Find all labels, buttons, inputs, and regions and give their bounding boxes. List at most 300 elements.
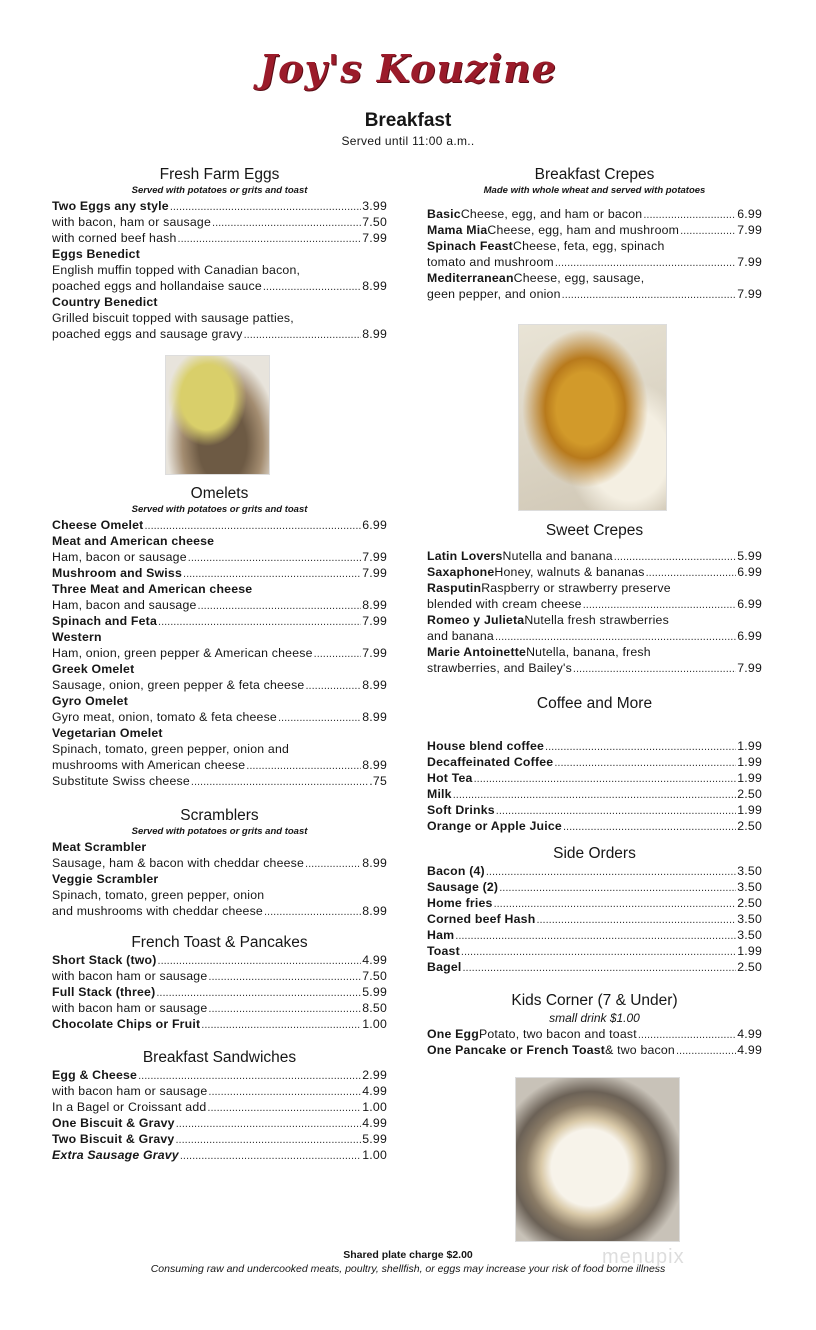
- dot-leader: [144, 517, 361, 533]
- dot-leader: [180, 1147, 361, 1163]
- dot-leader: [314, 645, 362, 661]
- item-description: Gyro meat, onion, tomato & feta cheese: [52, 710, 277, 724]
- menu-line: [52, 629, 387, 645]
- menu-line: [52, 661, 387, 677]
- item-name: Soft Drinks: [427, 803, 495, 817]
- dot-leader: [646, 564, 737, 580]
- item-name: Romeo y Julieta: [427, 613, 525, 627]
- item-name: One Biscuit & Gravy: [52, 1116, 175, 1130]
- item-price: 7.50: [362, 215, 387, 229]
- menu-line: [52, 968, 387, 984]
- menu-line: [427, 548, 762, 564]
- item-description: Spinach, tomato, green pepper, onion and: [52, 742, 290, 756]
- item-description: Nutella and banana: [502, 549, 613, 563]
- item-price: 8.99: [362, 710, 387, 724]
- dot-leader: [305, 855, 361, 871]
- item-description: English muffin topped with Canadian bacon,: [52, 263, 301, 277]
- section-subtitle: Served with potatoes or grits and toast: [131, 185, 308, 196]
- dot-leader: [496, 802, 736, 818]
- item-description: Cheese, egg, ham and mushroom: [487, 223, 680, 237]
- section-scramblers: [52, 807, 387, 919]
- item-price: 2.50: [737, 960, 762, 974]
- menu-line: [427, 580, 762, 596]
- menu-line: [427, 911, 762, 927]
- dot-leader: [474, 770, 737, 786]
- item-list: [427, 206, 762, 302]
- item-description: poached eggs and hollandaise sauce: [52, 279, 262, 293]
- item-price: 8.50: [362, 1001, 387, 1015]
- menu-line: [427, 596, 762, 612]
- dot-leader: [264, 903, 361, 919]
- menu-line: [427, 959, 762, 975]
- dot-leader: [176, 1115, 362, 1131]
- item-description: Ham, onion, green pepper & American cheese: [52, 646, 313, 660]
- section-sweet-crepes: [427, 522, 762, 676]
- dot-leader: [555, 254, 736, 270]
- item-list: [52, 198, 387, 342]
- menu-line: [52, 326, 387, 342]
- item-price: 3.50: [737, 928, 762, 942]
- menu-line: [52, 1000, 387, 1016]
- item-price: 7.99: [362, 614, 387, 628]
- section-heading: Sweet Crepes: [545, 522, 644, 539]
- item-name: Three Meat and American cheese: [52, 582, 253, 596]
- section-heading: Scramblers: [180, 807, 259, 824]
- menu-line: [427, 222, 762, 238]
- item-price: 4.99: [362, 1116, 387, 1130]
- item-description: Nutella fresh strawberries: [524, 613, 669, 627]
- dot-leader: [201, 1016, 361, 1032]
- menu-line: [52, 1147, 387, 1163]
- menu-line: [52, 952, 387, 968]
- menu-line: [427, 206, 762, 222]
- menu-line: [52, 310, 387, 326]
- item-name: Meat and American cheese: [52, 534, 215, 548]
- item-price: 1.99: [737, 803, 762, 817]
- item-description: Sausage, onion, green pepper & feta cheese: [52, 678, 305, 692]
- menu-line: [52, 871, 387, 887]
- omelet-photo: [165, 355, 270, 475]
- item-name: Bacon (4): [427, 864, 485, 878]
- crepe-photo: [518, 324, 667, 511]
- dot-leader: [244, 326, 362, 342]
- item-name: Two Biscuit & Gravy: [52, 1132, 175, 1146]
- item-description: with bacon ham or sausage: [52, 1001, 208, 1015]
- served-hours: Served until 11:00 a.m..: [341, 134, 475, 148]
- menu-line: [427, 879, 762, 895]
- item-name: Sausage (2): [427, 880, 499, 894]
- item-name: Vegetarian Omelet: [52, 726, 163, 740]
- menu-line: [52, 887, 387, 903]
- menu-line: [52, 855, 387, 871]
- dot-leader: [156, 984, 361, 1000]
- item-description: Cheese, feta, egg, spinach: [512, 239, 665, 253]
- item-price: 2.50: [737, 787, 762, 801]
- menu-line: [52, 246, 387, 262]
- section-note: small drink $1.00: [549, 1011, 640, 1025]
- item-price: 2.50: [737, 819, 762, 833]
- dot-leader: [614, 548, 736, 564]
- menu-line: [52, 677, 387, 693]
- item-price: 7.99: [737, 287, 762, 301]
- menu-line: [427, 238, 762, 254]
- item-description: with bacon ham or sausage: [52, 1084, 208, 1098]
- section-fresh-farm-eggs: [52, 166, 387, 342]
- item-description: tomato and mushroom: [427, 255, 554, 269]
- dot-leader: [455, 927, 736, 943]
- item-name: Hot Tea: [427, 771, 473, 785]
- menu-line: [52, 839, 387, 855]
- dot-leader: [461, 943, 736, 959]
- section-breakfast-sandwiches: [52, 1049, 387, 1163]
- item-description: Ham, bacon and sausage: [52, 598, 197, 612]
- section-heading: Kids Corner (7 & Under): [511, 992, 678, 1009]
- item-name: Country Benedict: [52, 295, 158, 309]
- dot-leader: [680, 222, 736, 238]
- menu-line: [52, 1067, 387, 1083]
- menu-line: [52, 230, 387, 246]
- item-name: Spinach Feast: [427, 239, 513, 253]
- dot-leader: [676, 1042, 736, 1058]
- menu-line: [52, 549, 387, 565]
- menu-line: [427, 786, 762, 802]
- section-subtitle: Made with whole wheat and served with potatoes: [483, 185, 706, 196]
- menu-line: [427, 818, 762, 834]
- item-name: Egg & Cheese: [52, 1068, 138, 1082]
- dot-leader: [494, 895, 737, 911]
- item-price: 2.99: [362, 1068, 387, 1082]
- menu-line: [52, 1115, 387, 1131]
- dot-leader: [463, 959, 737, 975]
- menu-line: [52, 1016, 387, 1032]
- item-name: Eggs Benedict: [52, 247, 141, 261]
- item-description: strawberries, and Bailey's: [427, 661, 572, 675]
- menu-line: [52, 741, 387, 757]
- item-name: Spinach and Feta: [52, 614, 158, 628]
- item-name: Corned beef Hash: [427, 912, 536, 926]
- menu-line: [427, 754, 762, 770]
- menu-line: [52, 773, 387, 789]
- item-price: 1.99: [737, 739, 762, 753]
- section-heading: Breakfast Sandwiches: [142, 1049, 297, 1066]
- item-description: Nutella, banana, fresh: [526, 645, 651, 659]
- menu-line: [427, 270, 762, 286]
- item-description: Grilled biscuit topped with sausage patties,: [52, 311, 294, 325]
- menu-line: [52, 1099, 387, 1115]
- item-list: [52, 952, 387, 1032]
- item-price: 1.00: [362, 1100, 387, 1114]
- section-subtitle: Served with potatoes or grits and toast: [131, 826, 308, 837]
- item-description: and mushrooms with cheddar cheese: [52, 904, 263, 918]
- item-price: 8.99: [362, 279, 387, 293]
- menu-line: [52, 1131, 387, 1147]
- item-price: 7.99: [362, 646, 387, 660]
- menu-line: [52, 533, 387, 549]
- item-price: 6.99: [362, 518, 387, 532]
- menu-line: [52, 581, 387, 597]
- dot-leader: [486, 863, 736, 879]
- item-price: 4.99: [362, 1084, 387, 1098]
- item-price: 3.50: [737, 912, 762, 926]
- item-description: geen pepper, and onion: [427, 287, 561, 301]
- dot-leader: [278, 709, 361, 725]
- dot-leader: [208, 1083, 361, 1099]
- item-list: [427, 863, 762, 975]
- item-price: 6.99: [737, 597, 762, 611]
- item-list: [427, 1026, 762, 1058]
- item-list: [52, 1067, 387, 1163]
- item-name: Mediterranean: [427, 271, 514, 285]
- dot-leader: [138, 1067, 361, 1083]
- menu-line: [427, 943, 762, 959]
- dot-leader: [562, 286, 737, 302]
- section-subtitle: Served with potatoes or grits and toast: [131, 504, 308, 515]
- item-price: 3.50: [737, 880, 762, 894]
- item-price: 7.99: [737, 255, 762, 269]
- item-name: Extra Sausage Gravy: [52, 1148, 179, 1162]
- item-description: Substitute Swiss cheese: [52, 774, 190, 788]
- item-name: Ham: [427, 928, 455, 942]
- item-name: Meat Scrambler: [52, 840, 147, 854]
- dot-leader: [638, 1026, 736, 1042]
- item-description: Sausage, ham & bacon with cheddar cheese: [52, 856, 305, 870]
- dot-leader: [191, 773, 368, 789]
- item-description: & two bacon: [605, 1043, 675, 1057]
- menu-line: [427, 895, 762, 911]
- item-price: 8.99: [362, 327, 387, 341]
- item-price: 7.99: [362, 231, 387, 245]
- item-name: One Pancake or French Toast: [427, 1043, 606, 1057]
- item-name: Veggie Scrambler: [52, 872, 159, 886]
- food-safety-warning: Consuming raw and undercooked meats, poultry, shellfish, or eggs may increase your risk of food borne illness: [150, 1263, 666, 1275]
- dot-leader: [170, 198, 361, 214]
- item-name: Cheese Omelet: [52, 518, 144, 532]
- item-price: 8.99: [362, 904, 387, 918]
- menu-line: [52, 984, 387, 1000]
- dot-leader: [158, 613, 361, 629]
- menu-line: [52, 278, 387, 294]
- section-kids-corner: [427, 992, 762, 1058]
- menu-line: [52, 645, 387, 661]
- dot-leader: [499, 879, 736, 895]
- dot-leader: [188, 549, 362, 565]
- dot-leader: [583, 596, 737, 612]
- menu-line: [52, 198, 387, 214]
- item-description: Cheese, egg, sausage,: [513, 271, 645, 285]
- dot-leader: [183, 565, 361, 581]
- item-description: and banana: [427, 629, 494, 643]
- dot-leader: [198, 597, 362, 613]
- item-name: Gyro Omelet: [52, 694, 129, 708]
- item-price: 3.99: [362, 199, 387, 213]
- dot-leader: [573, 660, 736, 676]
- menu-line: [52, 214, 387, 230]
- menu-line: [52, 725, 387, 741]
- menu-line: [52, 903, 387, 919]
- dot-leader: [643, 206, 736, 222]
- menu-line: [52, 757, 387, 773]
- watermark: menupix: [602, 1246, 685, 1268]
- item-price: 7.99: [737, 223, 762, 237]
- menu-line: [427, 254, 762, 270]
- item-price: 5.99: [362, 1132, 387, 1146]
- dot-leader: [208, 968, 361, 984]
- item-name: Marie Antoinette: [427, 645, 527, 659]
- item-name: One Egg: [427, 1027, 479, 1041]
- dot-leader: [453, 786, 737, 802]
- item-price: 1.99: [737, 944, 762, 958]
- section-heading: Fresh Farm Eggs: [159, 166, 280, 183]
- dot-leader: [246, 757, 361, 773]
- item-name: Orange or Apple Juice: [427, 819, 562, 833]
- section-heading: French Toast & Pancakes: [131, 934, 308, 951]
- menu-line: [427, 564, 762, 580]
- item-description: Raspberry or strawberry preserve: [481, 581, 671, 595]
- item-price: 8.99: [362, 598, 387, 612]
- item-price: 7.50: [362, 969, 387, 983]
- menu-line: [52, 709, 387, 725]
- restaurant-logo: Joy's Kouzine: [259, 46, 557, 91]
- item-price: 5.99: [737, 549, 762, 563]
- shared-plate-charge: Shared plate charge $2.00: [343, 1249, 473, 1261]
- menu-line: [427, 1042, 762, 1058]
- item-description: Spinach, tomato, green pepper, onion: [52, 888, 265, 902]
- menu-line: [427, 644, 762, 660]
- dot-leader: [495, 628, 736, 644]
- menu-line: [52, 693, 387, 709]
- menu-line: [52, 1083, 387, 1099]
- item-name: Latin Lovers: [427, 549, 503, 563]
- menu-line: [427, 863, 762, 879]
- menu-line: [52, 597, 387, 613]
- dot-leader: [212, 214, 361, 230]
- item-name: Toast: [427, 944, 460, 958]
- item-name: Chocolate Chips or Fruit: [52, 1017, 201, 1031]
- menu-title: Breakfast: [364, 110, 452, 131]
- item-price: 6.99: [737, 207, 762, 221]
- item-name: Saxaphone: [427, 565, 495, 579]
- dot-leader: [263, 278, 361, 294]
- item-name: Home fries: [427, 896, 493, 910]
- item-price: 3.50: [737, 864, 762, 878]
- menu-line: [52, 517, 387, 533]
- item-name: Basic: [427, 207, 461, 221]
- menu-line: [427, 612, 762, 628]
- menu-line: [52, 294, 387, 310]
- item-list: [52, 517, 387, 789]
- dot-leader: [563, 818, 736, 834]
- section-french-toast-pancakes: [52, 934, 387, 1032]
- section-breakfast-crepes: [427, 166, 762, 302]
- item-description: In a Bagel or Croissant add: [52, 1100, 207, 1114]
- item-name: Full Stack (three): [52, 985, 156, 999]
- item-description: Ham, bacon or sausage: [52, 550, 187, 564]
- item-name: Bagel: [427, 960, 462, 974]
- item-price: 4.99: [737, 1027, 762, 1041]
- item-name: Short Stack (two): [52, 953, 157, 967]
- item-description: poached eggs and sausage gravy: [52, 327, 243, 341]
- menu-line: [427, 628, 762, 644]
- item-list: [52, 839, 387, 919]
- item-price: 6.99: [737, 565, 762, 579]
- dot-leader: [554, 754, 736, 770]
- menu-line: [427, 927, 762, 943]
- item-list: [427, 548, 762, 676]
- section-side-orders: [427, 845, 762, 975]
- item-price: 4.99: [737, 1043, 762, 1057]
- item-description: blended with cream cheese: [427, 597, 582, 611]
- item-price: 7.99: [737, 661, 762, 675]
- menu-line: [427, 770, 762, 786]
- item-name: Milk: [427, 787, 452, 801]
- item-price: 1.99: [737, 771, 762, 785]
- item-price: 8.99: [362, 856, 387, 870]
- kids-plate-photo: [515, 1077, 680, 1242]
- dot-leader: [175, 1131, 361, 1147]
- section-heading: Coffee and More: [536, 695, 653, 712]
- item-description: with corned beef hash: [52, 231, 177, 245]
- dot-leader: [158, 952, 362, 968]
- item-price: 2.50: [737, 896, 762, 910]
- section-coffee-and-more: [427, 695, 762, 834]
- item-price: 1.00: [362, 1017, 387, 1031]
- menu-line: [427, 286, 762, 302]
- item-description: Cheese, egg, and ham or bacon: [460, 207, 643, 221]
- item-name: House blend coffee: [427, 739, 545, 753]
- item-name: Two Eggs any style: [52, 199, 169, 213]
- dot-leader: [305, 677, 361, 693]
- item-price: 7.99: [362, 566, 387, 580]
- section-omelets: [52, 485, 387, 789]
- dot-leader: [208, 1000, 361, 1016]
- item-price: 8.99: [362, 758, 387, 772]
- menu-line: [427, 1026, 762, 1042]
- section-heading: Side Orders: [553, 845, 636, 862]
- dot-leader: [178, 230, 362, 246]
- item-name: Mushroom and Swiss: [52, 566, 183, 580]
- item-price: 1.99: [737, 755, 762, 769]
- item-name: Decaffeinated Coffee: [427, 755, 554, 769]
- item-list: [427, 738, 762, 834]
- item-name: Rasputin: [427, 581, 482, 595]
- menu-line: [52, 613, 387, 629]
- item-name: Mama Mia: [427, 223, 488, 237]
- section-heading: Omelets: [190, 485, 249, 502]
- item-name: Greek Omelet: [52, 662, 135, 676]
- menu-line: [52, 565, 387, 581]
- section-heading: Breakfast Crepes: [534, 166, 655, 183]
- item-description: with bacon ham or sausage: [52, 969, 208, 983]
- menu-line: [427, 660, 762, 676]
- item-price: 1.00: [362, 1148, 387, 1162]
- item-price: 8.99: [362, 678, 387, 692]
- item-price: .75: [369, 774, 387, 788]
- dot-leader: [536, 911, 736, 927]
- dot-leader: [545, 738, 736, 754]
- item-name: Western: [52, 630, 102, 644]
- item-description: Potato, two bacon and toast: [478, 1027, 637, 1041]
- item-description: mushrooms with American cheese: [52, 758, 246, 772]
- item-price: 5.99: [362, 985, 387, 999]
- item-description: with bacon, ham or sausage: [52, 215, 212, 229]
- menu-line: [52, 262, 387, 278]
- menu-line: [427, 802, 762, 818]
- item-price: 4.99: [362, 953, 387, 967]
- item-price: 7.99: [362, 550, 387, 564]
- item-price: 6.99: [737, 629, 762, 643]
- item-description: Honey, walnuts & bananas: [494, 565, 645, 579]
- menu-line: [427, 738, 762, 754]
